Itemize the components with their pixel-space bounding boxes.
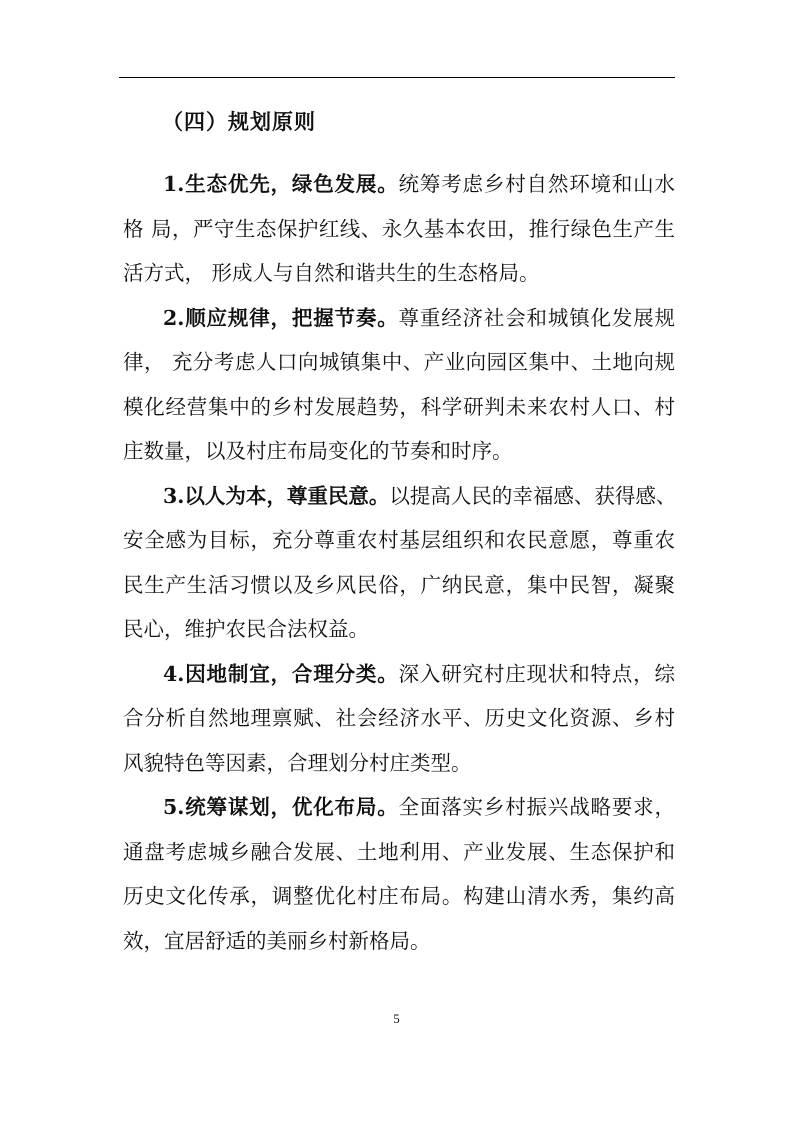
principle-3-line-2: 安全感为目标，充分尊重农村基层组织和农民意愿，尊重农 (123, 528, 675, 552)
principle-1-line-3: 活方式， 形成人与自然和谐共生的生态格局。 (123, 261, 540, 285)
principle-4-line-3: 风貌特色等因素，合理划分村庄类型。 (123, 751, 472, 775)
principle-2-lead: 2.顺应规律，把握节奏。 (163, 306, 399, 330)
header-rule (119, 77, 675, 78)
principle-3-line-3: 民生产生活习惯以及乡风民俗，广纳民意，集中民智，凝聚 (123, 573, 675, 597)
principle-4-lead: 4.因地制宜，合理分类。 (163, 662, 399, 686)
principle-1-line-1: 1.生态优先，绿色发展。统筹考虑乡村自然环境和山水 (163, 172, 676, 196)
principle-5-line-1: 5.统筹谋划，优化布局。全面落实乡村振兴战略要求， (163, 795, 676, 819)
principle-5-lead: 5.统筹谋划，优化布局。 (163, 795, 399, 819)
principle-4-line-2: 合分析自然地理禀赋、社会经济水平、历史文化资源、乡村 (123, 706, 675, 730)
principle-2-line-4: 庄数量，以及村庄布局变化的节奏和时序。 (123, 439, 513, 463)
principle-2-line-1: 2.顺应规律，把握节奏。尊重经济社会和城镇化发展规 (163, 306, 676, 330)
principle-5-line-3: 历史文化传承，调整优化村庄布局。构建山清水秀，集约高 (123, 884, 675, 908)
principle-3-line-4: 民心，维护农民合法权益。 (123, 617, 369, 641)
principle-2-line-3: 模化经营集中的乡村发展趋势，科学研判未来农村人口、村 (123, 395, 675, 419)
principle-1-lead: 1.生态优先，绿色发展。 (163, 172, 399, 196)
principle-5-line-2: 通盘考虑城乡融合发展、土地利用、产业发展、生态保护和 (123, 840, 675, 864)
principle-2-line-2: 律， 充分考虑人口向城镇集中、产业向园区集中、土地向规 (123, 350, 675, 374)
principle-5-line-4: 效，宜居舒适的美丽乡村新格局。 (123, 929, 431, 953)
page-number: 5 (393, 1011, 400, 1026)
principle-3-line-1: 3.以人为本，尊重民意。以提高人民的幸福感、获得感、 (163, 484, 677, 508)
principle-1-line-2: 格 局，严守生态保护红线、永久基本农田，推行绿色生产生 (123, 217, 675, 241)
section-heading: （四）规划原则 (162, 109, 316, 134)
principle-3-lead: 3.以人为本，尊重民意。 (163, 484, 390, 508)
principle-4-line-1: 4.因地制宜，合理分类。深入研究村庄现状和特点，综 (163, 662, 676, 686)
